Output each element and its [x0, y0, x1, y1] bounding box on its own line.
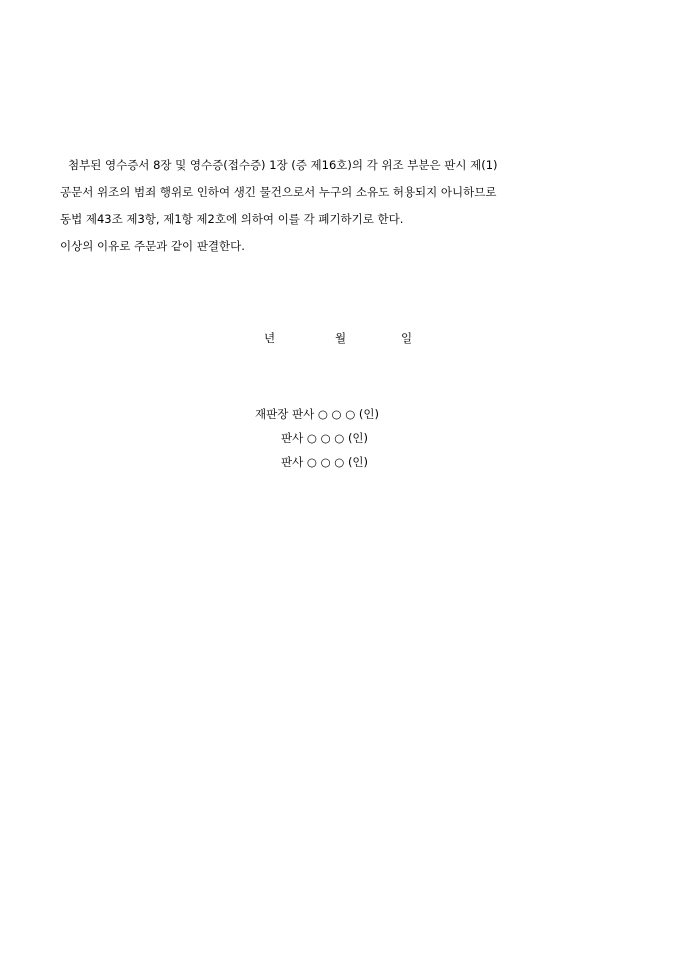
- paragraph-line: 첨부된 영수증서 8장 및 영수증(접수증) 1장 (증 제16호)의 각 위조 부분은 판시 제(1): [68, 158, 498, 172]
- date-day: 일: [401, 331, 413, 345]
- paragraph-line: 공문서 위조의 범죄 행위로 인하여 생긴 물건으로서 누구의 소유도 허용되지 아니하므로: [60, 185, 497, 199]
- signature-presiding-judge: 재판장 판사 ○ ○ ○ (인): [255, 407, 380, 421]
- signature-judge: 판사 ○ ○ ○ (인): [281, 431, 369, 445]
- reasoning-paragraph: [60, 152, 640, 260]
- signature-judge: 판사 ○ ○ ○ (인): [281, 455, 369, 469]
- paragraph-line: 동법 제43조 제3항, 제1항 제2호에 의하여 이를 각 폐기하기로 한다.: [60, 212, 404, 226]
- date-month: 월: [335, 331, 347, 345]
- signature-block: [0, 402, 680, 474]
- date-year: 년: [264, 331, 276, 345]
- paragraph-line: 이상의 이유로 주문과 같이 판결한다.: [60, 239, 245, 253]
